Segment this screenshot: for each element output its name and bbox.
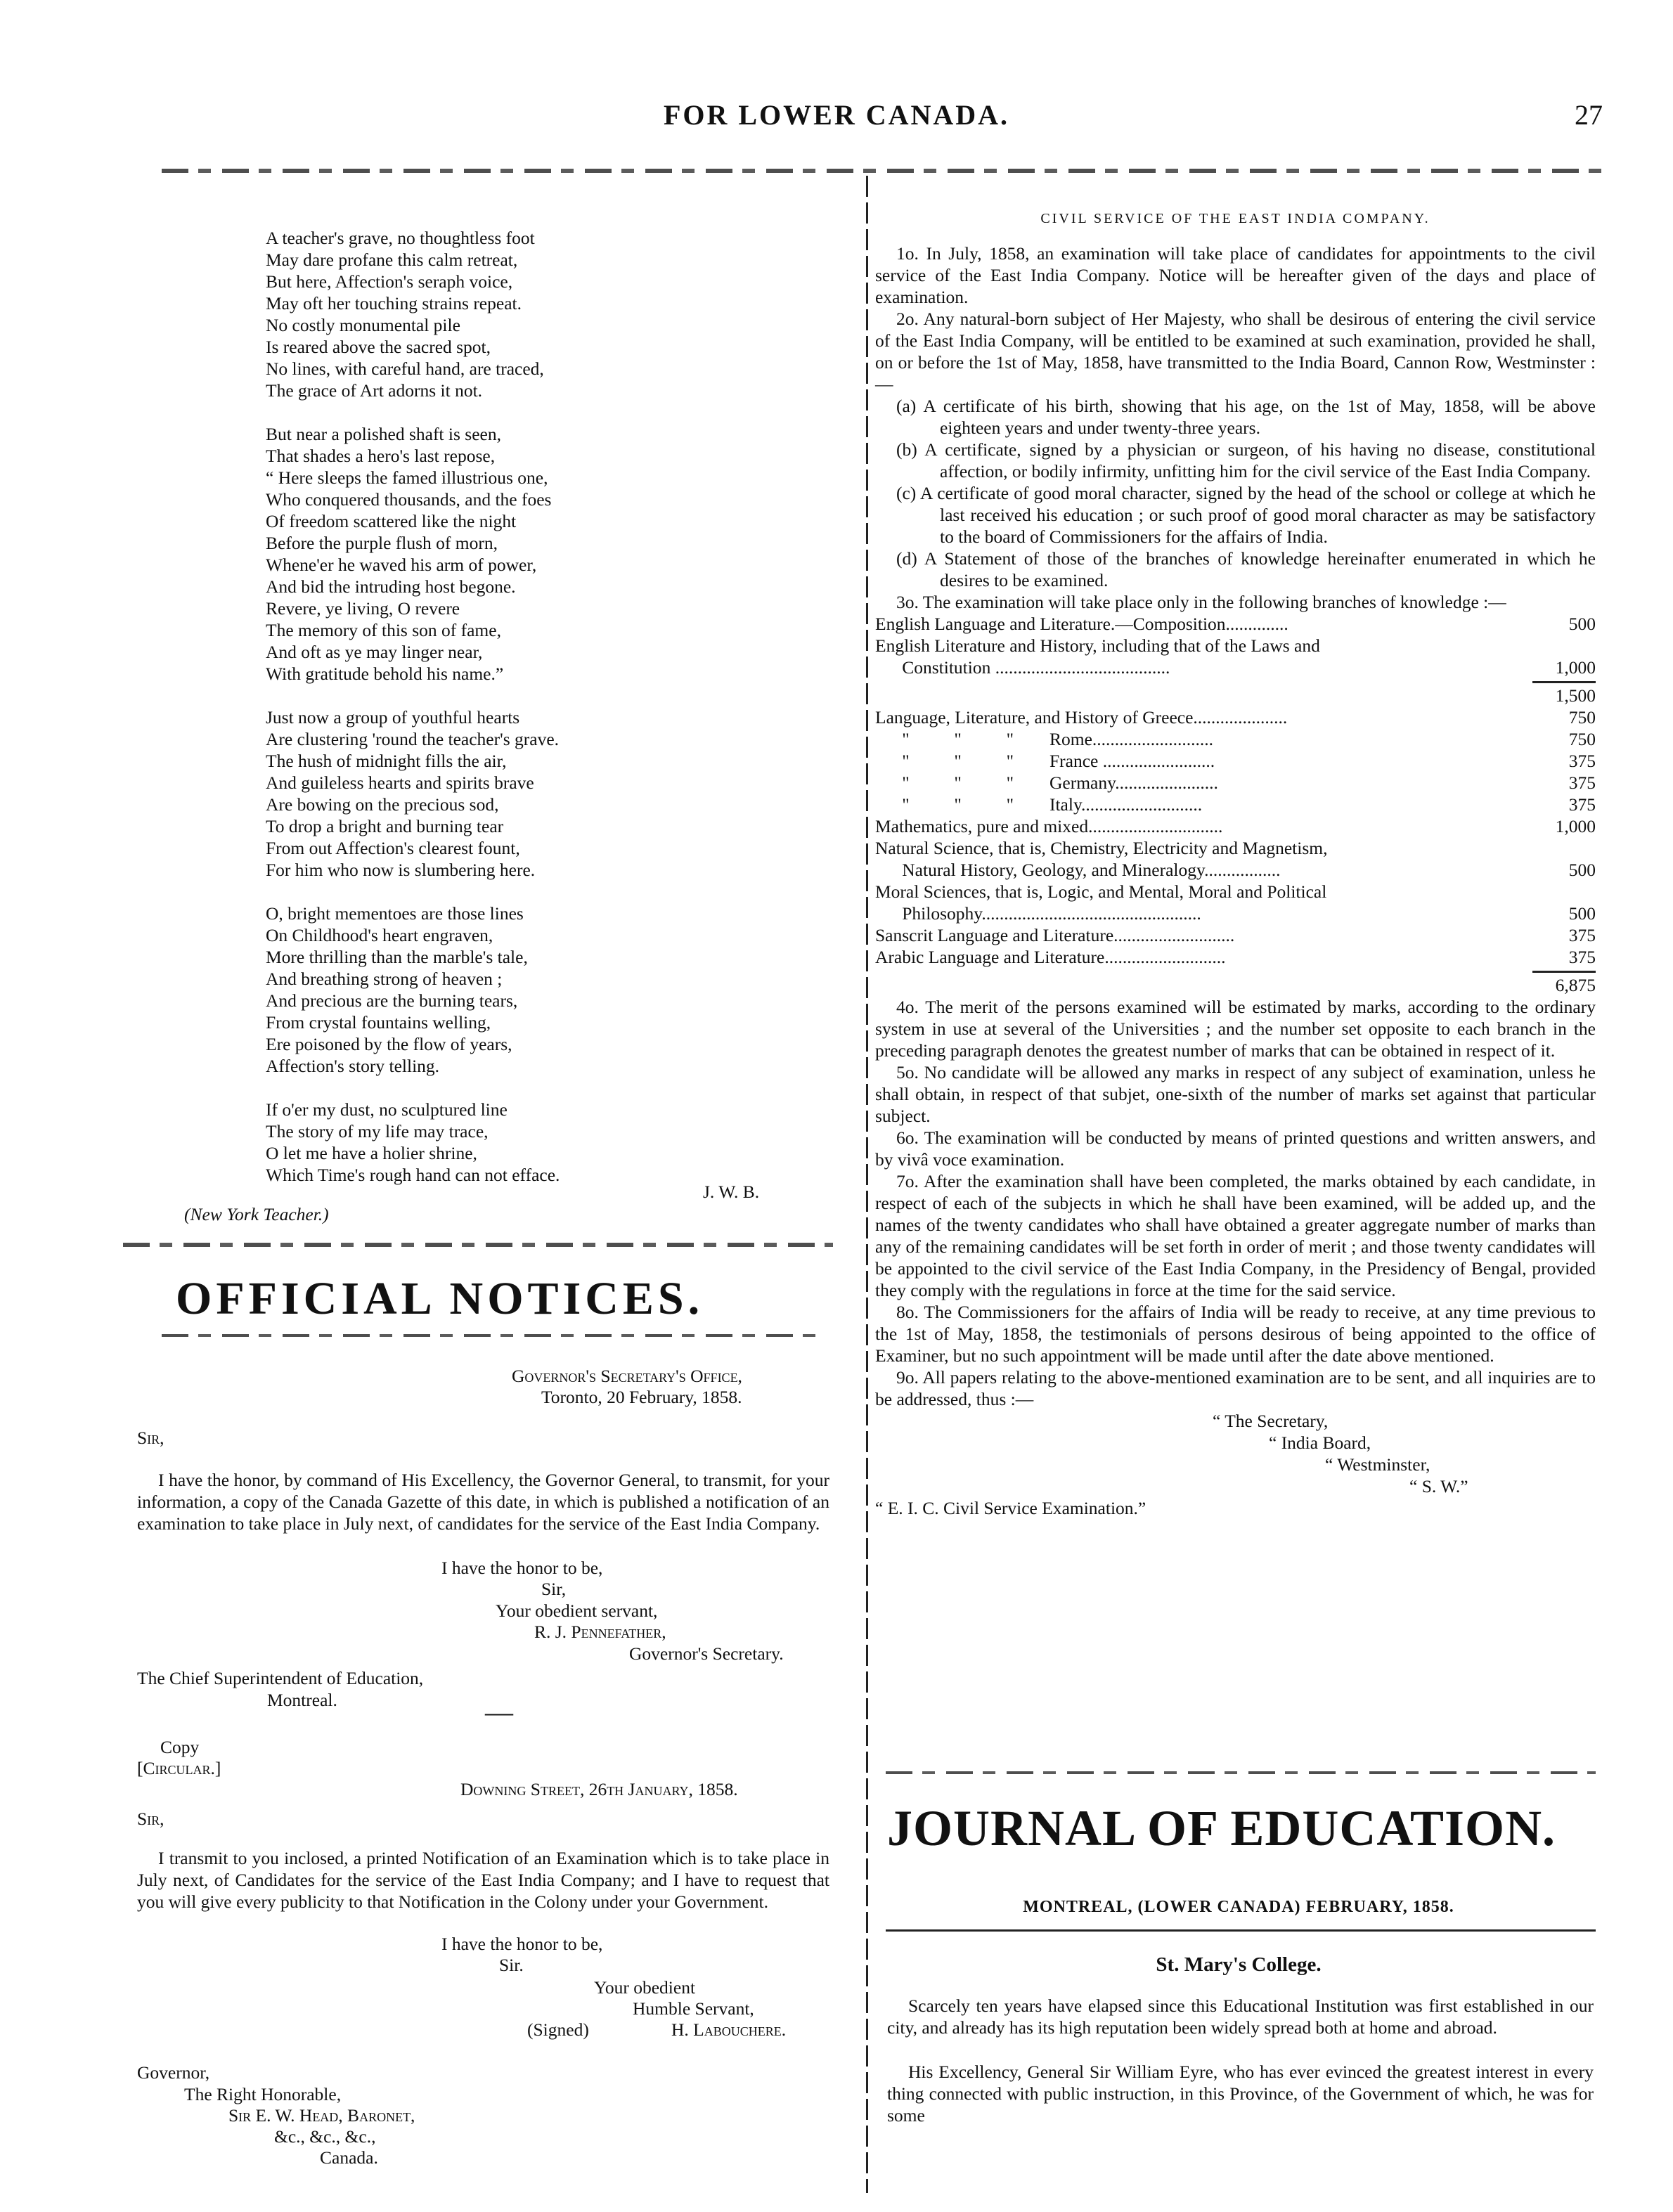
page-number: 27 xyxy=(1575,99,1603,131)
table-label: Philosophy................................................. xyxy=(875,903,1201,924)
marks-table xyxy=(875,613,1596,678)
poem-line: Who conquered thousands, and the foes xyxy=(266,489,552,510)
poem-line: And oft as ye may linger near, xyxy=(266,642,483,662)
signed-label: (Signed) xyxy=(527,2019,589,2040)
governor-line: Canada. xyxy=(320,2147,378,2168)
poem-signature: J. W. B. xyxy=(703,1182,760,1202)
poem-line: With gratitude behold his name.” xyxy=(266,664,504,684)
governor-line: &c., &c., &c., xyxy=(274,2126,376,2147)
poem-line: May dare profane this calm retreat, xyxy=(266,250,518,270)
paragraph: 8o. The Commissioners for the affairs of India will be ready to receive, at any time previous to the 1st of May, 1858, the testimonials of persons desirous of being appointed to the office of Examiner, but no such appointment will be made until after the date above mentioned. xyxy=(875,1302,1596,1366)
table-value: 375 xyxy=(1568,947,1596,967)
poem-line: Just now a group of youthful hearts xyxy=(266,707,520,727)
table-value: 375 xyxy=(1568,772,1596,793)
poem-line: From crystal fountains welling, xyxy=(266,1012,491,1033)
table-value: 375 xyxy=(1568,751,1596,771)
poem-line: O, bright mementoes are those lines xyxy=(266,903,524,924)
table-value: 1,000 xyxy=(1555,657,1596,678)
table-value: 750 xyxy=(1568,729,1596,749)
official-notices-heading: OFFICIAL NOTICES. xyxy=(176,1273,704,1324)
address-line: “ The Secretary, xyxy=(1213,1411,1329,1431)
poem-line: No lines, with careful hand, are traced, xyxy=(266,358,544,379)
total-value: 6,875 xyxy=(1555,975,1596,995)
list-item-c: (c) A certificate of good moral character, signed by the head of the school or college at which he last received his education ; or such proof of good moral character as may be satisfactory to the board of Commissioners for the affairs of India. xyxy=(896,483,1596,547)
article-paragraph: His Excellency, General Sir William Eyre, who has ever evinced the greatest interest in every thing connected with public instruction, in this Province, of the Government of which, he was for some xyxy=(887,2062,1594,2126)
table-value: 375 xyxy=(1568,794,1596,815)
poem-line: The grace of Art adorns it not. xyxy=(266,380,483,401)
poem-line: The story of my life may trace, xyxy=(266,1121,489,1141)
table-label: Moral Sciences, that is, Logic, and Mental, Moral and Political xyxy=(875,881,1327,902)
closing-line: Sir. xyxy=(499,1955,524,1975)
poem-line: To drop a bright and burning tear xyxy=(266,816,504,836)
closing-line: Your obedient xyxy=(594,1977,696,1998)
poem-line: From out Affection's clearest fount, xyxy=(266,838,520,858)
column-divider xyxy=(866,176,868,2193)
salutation-2: Sir, xyxy=(137,1809,164,1829)
notices-rule-top xyxy=(123,1243,833,1247)
poem-line: Whene'er he waved his arm of power, xyxy=(266,555,537,575)
table-value xyxy=(1518,837,1596,859)
poem-line: And precious are the burning tears, xyxy=(266,990,518,1011)
poem-line: A teacher's grave, no thoughtless foot xyxy=(266,228,535,248)
notice-body: I have the honor, by command of His Excellency, the Governor General, to transmit, for your information, a copy of the Canada Gazette of this date, in which is published a notification of an examination to take place in July next, of candidates for the service of the East India Company. xyxy=(137,1470,829,1534)
addressee: Montreal. xyxy=(267,1690,337,1710)
address-line: “ S. W.” xyxy=(1409,1476,1468,1496)
paragraph: 1o. In July, 1858, an examination will take place of candidates for appointments to the civil service of the East India Company. Notice will be hereafter given of the days and place of examination. xyxy=(875,243,1596,307)
poem-line: Are clustering 'round the teacher's grave. xyxy=(266,729,560,749)
poem-line: O let me have a holier shrine, xyxy=(266,1143,477,1163)
list-item-d: (d) A Statement of those of the branches of knowledge hereinafter enumerated in which he desires to be examined. xyxy=(896,548,1596,590)
table-value: 750 xyxy=(1568,707,1596,727)
addressee: The Chief Superintendent of Education, xyxy=(137,1668,424,1688)
table-value xyxy=(1518,635,1596,657)
poem-line: Of freedom scattered like the night xyxy=(266,511,517,531)
list-item-a: (a) A certificate of his birth, showing that his age, on the 1st of May, 1858, will be above eighteen years and under twenty-three years. xyxy=(896,396,1596,438)
poem xyxy=(266,205,828,1208)
address-line: “ E. I. C. Civil Service Examination.” xyxy=(875,1498,1146,1518)
signer-name-2: H. Labouchere. xyxy=(671,2019,787,2040)
table-label: Natural Science, that is, Chemistry, Electricity and Magnetism, xyxy=(875,838,1328,858)
governor-line: Sir E. W. Head, Baronet, xyxy=(228,2105,415,2126)
table-label: English Language and Literature.—Composition.............. xyxy=(875,614,1288,634)
table-value xyxy=(1518,881,1596,903)
closing-line: I have the honor to be, xyxy=(441,1934,603,1954)
table-label: Mathematics, pure and mixed.............................. xyxy=(875,816,1223,836)
poem-line: Is reared above the sacred spot, xyxy=(266,337,491,357)
table-label: Arabic Language and Literature........................... xyxy=(875,947,1226,967)
paragraph: 2o. Any natural-born subject of Her Majesty, who shall be desirous of entering the civil service of the East India Company, will be entitled to be examined at such examination, provided he shall, on or before the 1st of May, 1858, have transmitted to the India Board, Cannon Row, Westminster :— xyxy=(875,309,1596,394)
poem-line: The hush of midnight fills the air, xyxy=(266,751,507,771)
closing-line: Humble Servant, xyxy=(633,1998,754,2019)
table-label: " " " Italy........................... xyxy=(875,794,1203,815)
poem-line: May oft her touching strains repeat. xyxy=(266,293,522,313)
table-value: 500 xyxy=(1568,614,1596,634)
poem-line: Affection's story telling. xyxy=(266,1056,440,1076)
paragraph: 9o. All papers relating to the above-mentioned examination are to be sent, and all inquiries are to be addressed, thus :— xyxy=(875,1367,1596,1409)
closing-line: Your obedient servant, xyxy=(496,1600,658,1621)
article-title: St. Mary's College. xyxy=(1156,1953,1322,1976)
table-label: Natural History, Geology, and Mineralogy................. xyxy=(875,860,1281,880)
journal-rule-top xyxy=(886,1771,1596,1774)
table-value: 500 xyxy=(1568,903,1596,924)
journal-title: JOURNAL OF EDUCATION. xyxy=(887,1800,1556,1856)
poem-source: (New York Teacher.) xyxy=(184,1204,329,1224)
office-line-2: Toronto, 20 February, 1858. xyxy=(541,1387,742,1407)
notice-body-2: I transmit to you inclosed, a printed Notification of an Examination which is to take place in July next, of Candidates for the service of the East India Company; and I have to request that you will give every publicity to that Notification in the Colony under your Government. xyxy=(137,1848,829,1912)
paragraph: 7o. After the examination shall have been completed, the marks obtained by each candidate, in respect of each of the subjects in which he shall have been examined, will be added up, and the names of the twenty candidates who shall have obtained a greater aggregate number of marks than any of the remaining candidates will be set forth in order of merit ; and those twenty candidates will be appointed to the civil service of the East India Company, in the Presidency of Bengal, provided they comply with the regulations in force at the time for the said service. xyxy=(875,1171,1596,1300)
downing-street-line: Downing Street, 26th January, 1858. xyxy=(460,1779,738,1799)
poem-line: No costly monumental pile xyxy=(266,315,460,335)
table-value: 500 xyxy=(1568,860,1596,880)
total-rule xyxy=(1532,971,1596,973)
table-label: Constitution ....................................... xyxy=(875,657,1170,678)
table-value: 1,000 xyxy=(1555,816,1596,836)
poem-line: More thrilling than the marble's tale, xyxy=(266,947,528,967)
marks-table xyxy=(875,706,1596,968)
article-paragraph: Scarcely ten years have elapsed since this Educational Institution was first established in our city, and already has its high reputation been widely spread both at home and abroad. xyxy=(887,1996,1594,2038)
closing-line: I have the honor to be, xyxy=(441,1558,603,1578)
poem-line: And bid the intruding host begone. xyxy=(266,576,516,597)
table-label: " " " Rome........................... xyxy=(875,729,1214,749)
civil-service-heading: CIVIL SERVICE OF THE EAST INDIA COMPANY. xyxy=(1040,211,1430,226)
poem-line: For him who now is slumbering here. xyxy=(266,860,536,880)
poem-line: That shades a hero's last repose, xyxy=(266,446,496,466)
header-rule xyxy=(162,169,1603,173)
civil-service-column xyxy=(875,208,1596,1519)
list-item-b: (b) A certificate, signed by a physician or surgeon, of his having no disease, constitutional affection, or bodily infirmity, unfitting him for the civil service of the East India Company. xyxy=(896,439,1596,481)
salutation: Sir, xyxy=(137,1428,164,1448)
poem-line: Ere poisoned by the flow of years, xyxy=(266,1034,512,1054)
signer-name: R. J. Pennefather, xyxy=(534,1622,666,1642)
table-label: " " " Germany....................... xyxy=(875,772,1218,793)
paragraph: 3o. The examination will take place only in the following branches of knowledge :— xyxy=(896,592,1506,612)
poem-line: And guileless hearts and spirits brave xyxy=(266,772,534,793)
poem-line: And breathing strong of heaven ; xyxy=(266,969,503,989)
paragraph: 6o. The examination will be conducted by means of printed questions and written answers, and by vivâ voce examination. xyxy=(875,1127,1596,1170)
poem-line: But near a polished shaft is seen, xyxy=(266,424,501,444)
poem-line: Revere, ye living, O revere xyxy=(266,598,460,619)
subtotal-rule xyxy=(1532,681,1596,683)
poem-line: Which Time's rough hand can not efface. xyxy=(266,1165,560,1185)
journal-rule-bottom xyxy=(886,1929,1596,1932)
signer-title: Governor's Secretary. xyxy=(629,1643,784,1664)
governor-line: The Right Honorable, xyxy=(184,2084,342,2104)
notices-rule-bottom xyxy=(162,1334,822,1337)
address-line: “ Westminster, xyxy=(1325,1454,1430,1475)
separator-dash: — xyxy=(485,1696,513,1728)
subtotal-value: 1,500 xyxy=(1555,685,1596,706)
copy-label: Copy xyxy=(160,1737,200,1757)
table-label: Sanscrit Language and Literature........................... xyxy=(875,925,1235,945)
poem-line: The memory of this son of fame, xyxy=(266,620,501,640)
table-label: " " " France ......................... xyxy=(875,751,1215,771)
poem-line: Before the purple flush of morn, xyxy=(266,533,498,553)
poem-line: Are bowing on the precious sod, xyxy=(266,794,499,815)
poem-line: “ Here sleeps the famed illustrious one, xyxy=(266,467,548,488)
poem-line: On Childhood's heart engraven, xyxy=(266,925,493,945)
closing-line: Sir, xyxy=(541,1579,567,1599)
table-value: 375 xyxy=(1568,925,1596,945)
poem-line: But here, Affection's seraph voice, xyxy=(266,271,513,292)
journal-dateline: MONTREAL, (LOWER CANADA) FEBRUARY, 1858. xyxy=(1023,1898,1454,1916)
poem-line: If o'er my dust, no sculptured line xyxy=(266,1099,508,1120)
paragraph: 5o. No candidate will be allowed any marks in respect of any subject of examination, unless he shall obtain, in respect of that subjet, one-sixth of the number of marks set against that particular subject. xyxy=(875,1062,1596,1126)
paragraph: 4o. The merit of the persons examined will be estimated by marks, according to the ordinary system in use at several of the Universities ; and the number set opposite to each branch in the preceding paragraph denotes the greatest number of marks that can be obtained in respect of it. xyxy=(875,997,1596,1061)
table-label: Language, Literature, and History of Greece..................... xyxy=(875,707,1288,727)
running-title: FOR LOWER CANADA. xyxy=(663,99,1010,131)
address-line: “ India Board, xyxy=(1269,1432,1371,1453)
office-line-1: Governor's Secretary's Office, xyxy=(512,1366,742,1386)
governor-line: Governor, xyxy=(137,2062,210,2083)
table-label: English Literature and History, including that of the Laws and xyxy=(875,635,1320,656)
circular-label: [Circular.] xyxy=(137,1758,221,1778)
